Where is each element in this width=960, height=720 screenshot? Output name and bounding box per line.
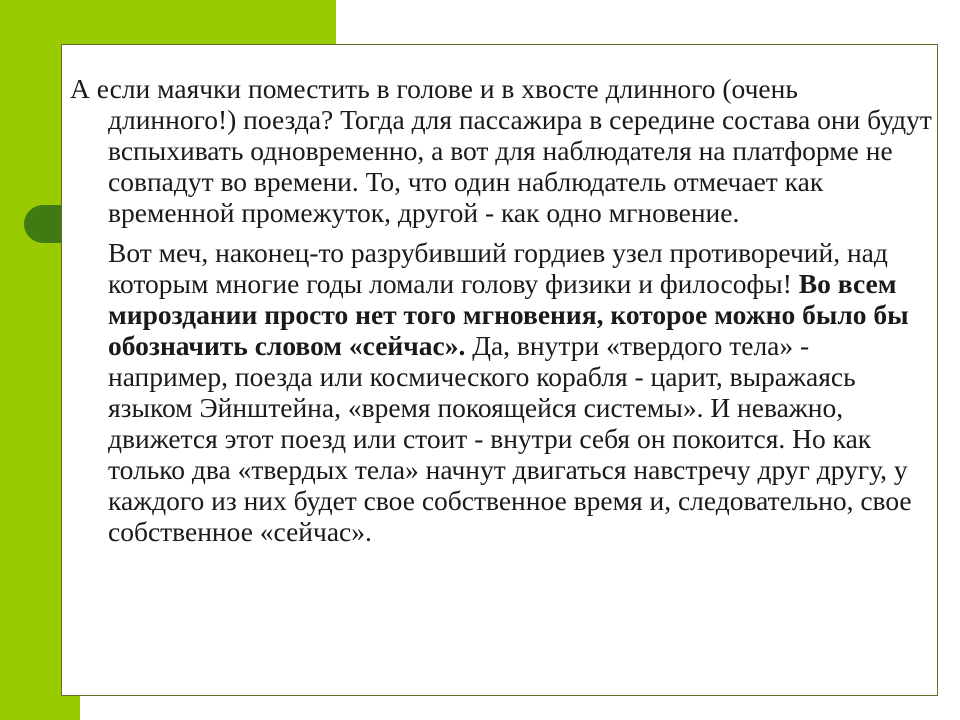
paragraph-2-rest: Да, внутри «твердого тела» - например, поезда или космического корабля - царит, выражаясь языком Эйнштейна, «время покоящейся системы». И неважно, движется этот поезд или стоит - внутри себя он покоится. Но как только два «твердых тела» начнут двигаться навстречу друг другу, у каждого из них будет свое собственное время и, следовательно, свое собственное «сейчас». [108,330,912,547]
paragraph-2-intro: Вот меч, наконец-то разрубивший гордиев узел противоречий, над которым многие годы ломали голову физики и философы! [108,237,888,299]
slide-text [70,73,932,547]
paragraph-2 [70,237,932,547]
content-box [61,44,938,696]
decorative-green-top-block [80,0,336,44]
paragraph-2-emphasis: Во всем мироздании просто нет того мгновения, которое можно было бы обозначить словом «сейчас». [108,268,909,361]
paragraph-1: А если маячки поместить в голове и в хвосте длинного (очень длинного!) поезда? Тогда для пассажира в середине состава они будут вспыхивать одновременно, а вот для наблюдателя на платформе не совпадут во времени. То, что один наблюдатель отмечает как временной промежуток, другой - как одно мгновение. [70,73,932,228]
